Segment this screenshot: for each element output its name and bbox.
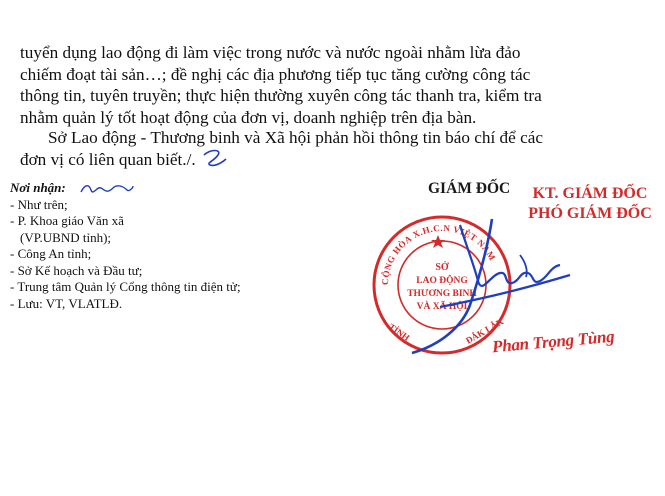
recipients-block xyxy=(10,180,241,312)
kt-line: PHÓ GIÁM ĐỐC xyxy=(528,205,652,222)
recipient-item: - Lưu: VT, VLATLĐ. xyxy=(10,295,123,311)
signature-heading: GIÁM ĐỐC xyxy=(428,180,511,197)
recipient-item: - P. Khoa giáo Văn xã xyxy=(10,213,124,228)
recipients-title: Nơi nhận: xyxy=(10,180,66,195)
recipient-item: - Như trên; xyxy=(10,196,68,212)
text-line: Sở Lao động - Thương binh và Xã hội phản hồi thông tin báo chí để các xyxy=(48,128,543,147)
recipient-item: (VP.UBND tỉnh); xyxy=(20,229,112,245)
text-line: thông tin, tuyên truyền; thực hiện thường xuyên công tác thanh tra, kiểm tra xyxy=(20,86,542,105)
recipient-item: - Công An tỉnh; xyxy=(10,246,92,261)
text-line: chiếm đoạt tài sản…; đề nghị các địa phương tiếp tục tăng cường công tác xyxy=(20,64,531,84)
text-line: tuyển dụng lao động đi làm việc trong nước và nước ngoài nhằm lừa đảo xyxy=(20,43,521,62)
stamp-text: THƯƠNG BINH xyxy=(407,289,477,299)
stamp-text: VÀ XÃ HỘI xyxy=(416,302,468,312)
handwritten-initial-mark xyxy=(200,147,230,169)
stamp-ring-text: CỘNG HÒA X.H.C.N VIỆT NAM xyxy=(379,222,498,286)
signer-name: Phan Trọng Tùng xyxy=(491,326,615,357)
recipient-item: - Sở Kế hoạch và Đầu tư; xyxy=(10,262,143,278)
stamp-text: SỞ xyxy=(435,262,449,273)
stamp-bottom-text: TỈNH xyxy=(386,321,412,343)
stamp-bottom-text: ĐẮK LẮK xyxy=(464,316,506,346)
text-line: nhằm quản lý tốt hoạt động của đơn vị, doanh nghiệp trên địa bàn. xyxy=(20,107,477,127)
body-paragraph-1 xyxy=(20,42,644,128)
body-paragraph-2 xyxy=(20,127,644,170)
text-line: đơn vị có liên quan biết./. xyxy=(20,149,196,169)
stamp-text: LAO ĐỘNG xyxy=(416,276,468,286)
kt-line: KT. GIÁM ĐỐC xyxy=(532,185,648,202)
recipient-item: - Trung tâm Quản lý Cổng thông tin điện tử; xyxy=(10,279,241,294)
